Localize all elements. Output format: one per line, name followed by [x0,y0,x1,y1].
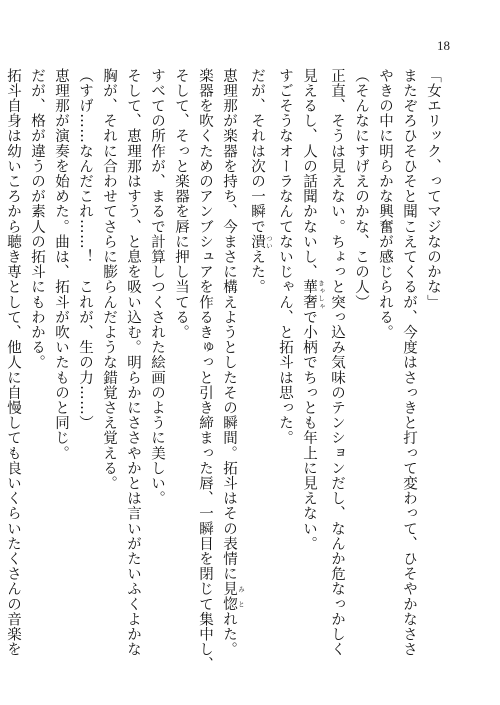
text-line: 楽器を吹くためのアンブシュアを作るきゅっと引き締まった唇、一瞬目を閉じて集中し、 [197,68,213,672]
text-line: すべての所作が、まるで計算しつくされた絵画のように美しい。 [149,68,165,506]
text-line: 恵理那が楽器を持ち、今まさに構えようとしたその瞬間。拓斗はその表情に見惚 みとれた。 [221,68,245,657]
text-line: またぞろひそひそと聞こえてくるが、今度はさっきと打って変わって、ひそやかなささ [401,68,417,657]
furigana: 華奢 きゃしゃ [301,279,325,310]
text-line: 拓斗自身は幼いころから聴き専として、他人に自慢しても良いくらいたくさんの音楽を [5,68,21,657]
text-line: 胸が、それに合わせてさらに膨らんだような錯覚さえ覚える。 [101,68,117,491]
text-line: そして、そっと楽器を唇に押し当てる。 [173,68,189,340]
text-line: （そんなにすげえのかな、この人） [353,68,369,310]
page-number: 18 [437,38,450,53]
text-line: だが、格が違うのが素人の拓斗にもわかる。 [29,68,45,370]
text-line: すごそうなオーラなんてないじゃん、と拓斗は思った。 [277,68,293,446]
text-line: 正直、そうは見えない。ちょっと突っ込み気味のテンションだし、なんか危なっかしく [329,68,345,657]
furigana: 見惚 みと [221,581,245,612]
text-line: やきの中に明らかな興奮が感じられる。 [377,68,393,340]
text-line: （すげ……なんだこれ……！ これが、生の力……） [77,68,93,431]
text-line: 見えるし、人の話聞かないし、華奢 きゃしゃで小柄でちっとも年上に見えない。 [301,68,325,552]
furigana: 潰 つい [249,234,273,250]
text-line: 「女エリック、ってマジなのかな」 [425,68,441,310]
body-text [1,68,445,672]
text-line: 恵理那が演奏を始めた。曲は、拓斗が吹いたものと同じ。 [53,68,69,461]
text-line: だが、それは次の一瞬で潰 ついえた。 [249,68,273,295]
text-line: そして、恵理那はすう、と息を吸い込む。明らかにささやかとは言いがたいふくよかな [125,68,141,657]
